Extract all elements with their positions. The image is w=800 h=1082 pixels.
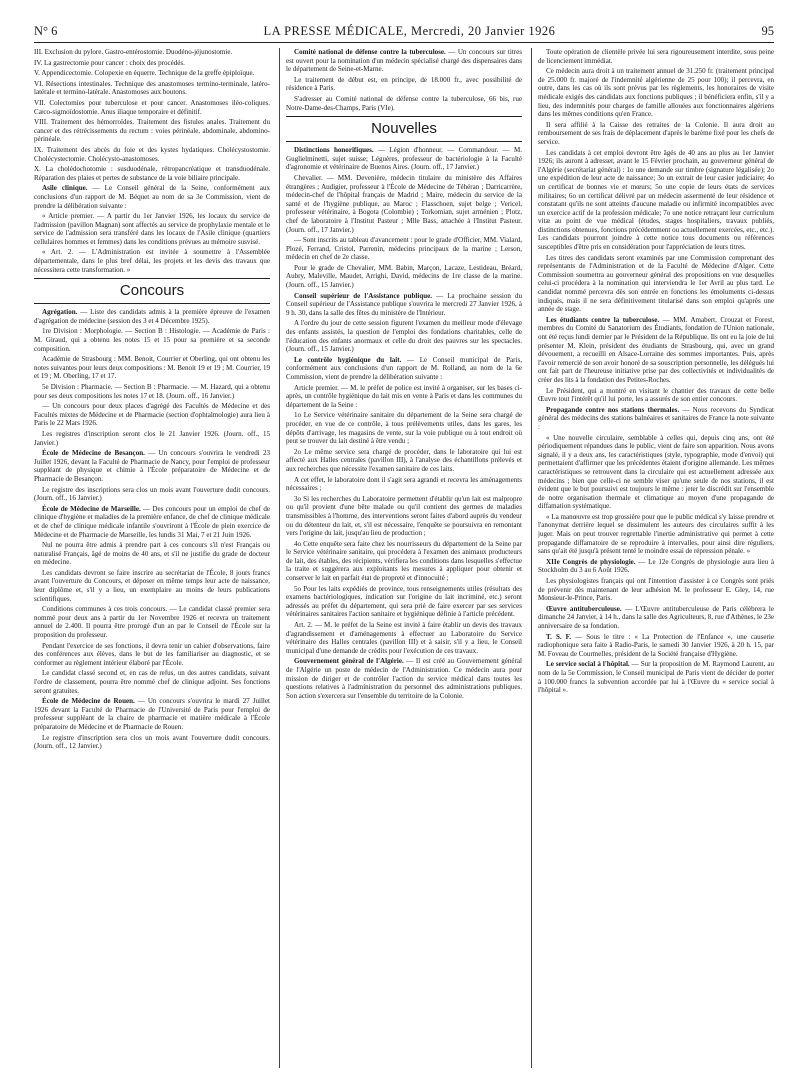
- article-text: — Nous recevons du Syndicat général des médecins des stations balnéaires et sanitaires de France la note suivante :: [538, 405, 774, 431]
- article-heading: Comité national de défense contre la tuberculose.: [294, 48, 446, 56]
- newspaper-page: [34, 24, 774, 1074]
- paragraph: 5o Pour les laits expédiés de province, tous renseignements utiles (résultats des examens bactériologiques, indication sur l'origine du lait incriminé, etc.) seront adressés au préfet du département, qui sera prié de faire exercer par ses services vétérinaires sanitaires l'action sanitaire et hygiénique définie à l'article précédent.: [286, 584, 522, 619]
- paragraph: 2o Le même service sera chargé de procéder, dans le laboratoire qui lui est affecté aux Halles centrales (pavillon III), à l'analyse des échantillons prélevés et aux recherches que nécessite l'examen sanitaire de ces laits.: [286, 447, 522, 473]
- article-text: — L'Œuvre antituberculeuse de Paris célèbrera le dimanche 24 Janvier, à 14 h., dans la salle des Agriculteurs, 8, rue d'Athènes, le 23e anniversaire de sa fondation.: [538, 604, 774, 630]
- article-besancon: [34, 449, 270, 483]
- section-title-concours: Concours: [34, 278, 270, 304]
- paragraph: 3o Si les recherches du Laboratoire permettent d'établir qu'un lait est malpropre ou qu'il provient d'une bête malade ou qu'il contient des germes de maladies transmissibles à l'homme, des interventions seront faites d'abord auprès du vendeur ou du détenteur du lait, et, s'il est nécessaire, l'enquête se poursuivra en remontant vers l'origine du lait, jusqu'au lieu de production ;: [286, 494, 522, 538]
- article-text: — Liste des candidats admis à la première épreuve de l'examen d'agrégation de médecine (session des 3 et 4 Décembre 1925).: [34, 308, 270, 325]
- article-heading: Agrégation.: [42, 308, 78, 317]
- paragraph: 5e Division : Pharmacie. — Section B : Pharmacie. — M. Hazard, qui a obtenu pour ses deux compositions les notes 17 et 18. (Journ. off., 16 Janvier.): [34, 383, 270, 400]
- paragraph: Toute opération de clientèle privée lui sera rigoureusement interdite, sous peine de licenciement immédiat.: [538, 48, 774, 65]
- article-text: — La prochaine session du Conseil supérieur de l'Assistance publique s'ouvrira le mercredi 27 Janvier 1926, à 9 h. 30, dans la salle des fêtes du ministère de l'Intérieur.: [286, 291, 522, 317]
- page-number: 95: [761, 24, 774, 38]
- list-item: X. La cholédochotomie : susduodénale, rétropancréatique et transduodénale. Réparation des plaies et pertes de substance de la voie biliaire principale.: [34, 165, 270, 182]
- column-1: [34, 48, 270, 1068]
- columns: [34, 48, 774, 1068]
- article-asile: [34, 184, 270, 210]
- article-agregation: [34, 308, 270, 325]
- article-text: — Un concours sur titres est ouvert pour la nomination d'un médecin spécialisé chargé des dispensaires dans le département de Seine-et-Marne.: [286, 48, 522, 74]
- article-text: — Le 12e Congrès de physiologie aura lieu à Stockholm du 3 au 6 Août 1926.: [538, 557, 774, 575]
- article-congres: [538, 558, 774, 575]
- article-text: — Le Conseil général de la Seine, conformément aux conclusions d'un rapport de M. Béquet au nom de sa 3e Commission, vient de prendre la délibération suivante :: [34, 184, 270, 210]
- article-text: — Légion d'honneur. — Commandeur. — M. Guglielminetti, sujet suisse; Léguères, professeur de bactériologie à la Faculté d'agronomie et vétérinaire de Buenos Aires. (Journ. off., 17 Janvier.): [286, 146, 522, 172]
- article-heading: Distinctions honorifiques.: [294, 146, 374, 155]
- paragraph: Les titres des candidats seront examinés par une Commission comprenant des représentants de l'Administration et de la Faculté de Médecine d'Alger. Cette Commission soumettra au gouverneur général des propositions en vue desquelles celui-ci procédera à la nomination qui interviendra le 1er Avril au plus tard. Le candidat nommé percevra dès son entrée en fonctions les émoluments ci-dessus indiqués, mais il ne sera définitivement titularisé dans son emploi qu'après une année de stage.: [538, 253, 774, 314]
- article-heading: Propagande contre nos stations thermales.: [546, 405, 680, 414]
- article-distinctions: [286, 146, 522, 172]
- list-item: V. Appendicectomie. Colopexie en équerre. Technique de la greffe épiploïque.: [34, 69, 255, 78]
- paragraph: « Art. 2. — L'Administration est invitée à soumettre à l'Assemblée départementale, dans le plus bref délai, les projets et les devis des travaux que nécessitera cette transformation. »: [34, 248, 270, 274]
- list-item: III. Exclusion du pylore. Gastro-entérostomie. Duodéno-jéjunostomie.: [34, 48, 233, 56]
- article-heading: Gouvernement général de l'Algérie.: [294, 657, 404, 666]
- article-rouen: [34, 697, 270, 731]
- article-heading: Les étudiants contre la tuberculose.: [546, 315, 660, 324]
- paragraph: Les registres d'inscription seront clos le 21 Janvier 1926. (Journ. off., 15 Janvier.): [34, 429, 270, 447]
- article-tsf: [538, 633, 774, 659]
- article-text: — Il est créé au Gouvernement général de l'Algérie un poste de médecin de l'Administration. Ce médecin aura pour mission de diriger et de contrôler l'action du service médical dans toutes les questions relatives à l'administration du personnel des administrations publiques. Son action s'exercera sur l'ensemble du territoire de la Colonie.: [286, 657, 522, 700]
- article-oeuvre: [538, 605, 774, 631]
- list-item: VII. Colectomies pour tuberculose et pour cancer. Anastomoses iléo-coliques. Cæco-sigmoïdostomie. Anus iliaque temporaire et définitif.: [34, 98, 270, 116]
- column-3: [538, 48, 774, 1068]
- article-heading: Œuvre antituberculeuse.: [546, 604, 622, 613]
- article-comite: [286, 48, 522, 74]
- article-propagande: [538, 406, 774, 432]
- article-algerie: [286, 657, 522, 700]
- issue-number: N° 6: [34, 24, 58, 38]
- section-title-nouvelles: Nouvelles: [286, 116, 522, 142]
- paragraph: Pour le grade de Chevalier, MM. Babin, Marçon, Lacaze, Lestideau, Bréard, Aubry, Maleville, Maudet, Arrighi, David, médecins de 1re classe de la marine. (Journ. off., 15 Janvier.): [286, 263, 522, 290]
- paragraph: — Sont inscrits au tableau d'avancement : pour le grade d'Officier, MM. Vialard, Plozé, Ferrand, Cristol, Parrenin, médecins principaux de la marine ; Lerson, médecin en chef de 2e classe.: [286, 236, 522, 262]
- article-text: — Un concours s'ouvrira le vendredi 23 Juillet 1926, devant la Faculté de Pharmacie de Nancy, pour l'emploi de professeur suppléant de physique et chimie à l'École préparatoire de Médecine et de Pharmacie de Besançon.: [34, 449, 270, 483]
- article-heading: École de Médecine de Besançon.: [42, 449, 145, 458]
- paragraph: Le registre d'inscription sera clos un mois avant l'ouverture dudit concours. (Journ. off., 12 Janvier.): [34, 733, 270, 751]
- article-assistance: [286, 292, 522, 318]
- article-service-social: [538, 660, 774, 694]
- paragraph: Les physiologistes français qui ont l'intention d'assister à ce Congrès sont priés de prévenir dès maintenant de leur adhésion M. le professeur E. Gley, 14, rue Monsieur-le-Prince, Paris.: [538, 577, 774, 603]
- paragraph: 1o Le Service vétérinaire sanitaire du département de la Seine sera chargé de procéder, en vue de ce contrôle, à tous prélèvements utiles, dans les gares, les dépôts d'arrivage, les magasins de vente, sur la voie publique ou à tout endroit où peut se trouver du lait destiné à être vendu ;: [286, 411, 522, 446]
- article-heading: Le contrôle hygiénique du lait.: [294, 355, 402, 364]
- article-heading: Conseil supérieur de l'Assistance publique.: [294, 291, 433, 300]
- paragraph: S'adresser au Comité national de défense contre la tuberculose, 66 bis, rue Notre-Dame-des-Champs, Paris (VIe).: [286, 94, 522, 112]
- paragraph: Nul ne pourra être admis à prendre part à ces concours s'il n'est Français ou naturalisé Français, âgé de moins de 40 ans, et s'il ne justifie du grade de docteur en médecine.: [34, 541, 270, 567]
- paragraph: « Une nouvelle circulaire, semblable à celles qui, depuis cinq ans, ont été périodiquement répandues dans le public, vient de faire son apparition. Nous avons signalé, il y a deux ans, les caractéristiques (style, typographie, mode d'envoi) qui permettaient d'affirmer que les précédentes étaient d'origine allemande. Les mêmes caractéristiques se retrouvent dans la circulaire qui est actuellement adressée aux médecins ; bien que celle-ci ne semble viser qu'une seule de nos stations, il est évident que le but poursuivi est toujours le même : jeter le discrédit sur l'ensemble de notre organisation thermale et climatique au moyen d'une propagande de diffamation systématique.: [538, 433, 774, 511]
- article-marseille: [34, 505, 270, 539]
- list-item: IX. Traitement des abcès du foie et des kystes hydatiques. Cholécystostomie. Cholécystectomie. Cholécysto-anastomoses.: [34, 145, 270, 163]
- list-item: VIII. Traitement des hémorroïdes. Traitement des fistules anales. Traitement du cancer et des rétrécissements du rectum : voies périnéale, abdominale, abdomino-périnéale.: [34, 118, 270, 144]
- article-text: — Un concours s'ouvrira le mardi 27 Juillet 1926 devant la Faculté de Pharmacie de l'Université de Paris pour l'emploi de professeur suppléant de la chaire de pharmacie et matière médicale à l'École préparatoire de Médecine et de Pharmacie de Rouen.: [34, 697, 270, 731]
- paragraph: « Article premier. — A partir du 1er Janvier 1926, les locaux du service de l'admission (pavillon Magnan) sont affectés au service de prophylaxie mentale et le service de l'admission sera transféré dans les locaux de l'Asile clinique (quartiers cellulaires hommes et femmes) dans les conditions prévues au mémoire susvisé.: [34, 212, 270, 246]
- column-rule: [531, 48, 532, 1068]
- publication-title: LA PRESSE MÉDICALE, Mercredi, 20 Janvier 1926: [263, 24, 556, 38]
- paragraph: Les candidats à cet emploi devront être âgés de 40 ans au plus au 1er Janvier 1926; ils auront à adresser, avant le 15 Février prochain, au gouverneur général de l'Algérie (secrétariat général) : 1o une demande sur timbre (signature légalisée); 2o une expédition de leur acte de naissance; 3o un extrait de leur casier judiciaire; 4o un certificat de bonnes vie et mœurs; 5o une copie de leurs états de services militaires; 6o un certificat délivré par un médecin assermenté de leur résidence et constatant qu'ils ne sont atteints d'aucune maladie ou infirmité incompatibles avec un exercice actif de la profession médicale; 7o une notice retraçant leur curriculum vitæ au point de vue médical (études, stages hospitaliers, travaux publiés, distinctions obtenues, fonctions précédemment ou actuellement exercées, etc., etc.). Les candidats pourront joindre à cette notice tous documents ou références susceptibles d'être pris en considération pour l'appréciation de leurs titres.: [538, 148, 774, 252]
- paragraph: Art. 2. — M. le préfet de la Seine est invité à faire établir un devis des travaux d'agrandissement et d'aménagements à effectuer au Laboratoire du Service vétérinaire des Halles centrales (pavillon III) et à saisir, s'il y a lieu, le Conseil municipal d'une demande de crédits pour l'exécution de ces travaux.: [286, 621, 522, 655]
- paragraph: Le Président, qui a montré en visitant le chantier des travaux de cette belle Œuvre tout l'intérêt qu'il lui porte, les a assurés de son entier concours.: [538, 386, 774, 404]
- article-text: — Le Conseil municipal de Paris, conformément aux conclusions d'un rapport de M. Rolland, au nom de la 6e Commission, vient de prendre la délibération suivante :: [286, 355, 522, 381]
- article-heading: École de Médecine de Rouen.: [42, 697, 135, 706]
- paragraph: Le registre des inscriptions sera clos un mois avant l'ouverture dudit concours. (Journ. off., 16 Janvier.): [34, 485, 270, 503]
- paragraph: Pendant l'exercice de ses fonctions, il devra tenir un cahier d'observations, faire des conférences aux élèves, dans le but de les familiariser au diagnostic, et se conformer au règlement intérieur élaboré par l'École.: [34, 641, 270, 667]
- paragraph: 1re Division : Morphologie. — Section B : Histologie. — Académie de Paris : M. Giraud, qui a obtenu les notes 15 et 15 pour sa première et sa seconde composition.: [34, 327, 270, 353]
- article-heading: Asile clinique.: [42, 184, 88, 193]
- column-rule: [279, 48, 280, 1068]
- paragraph: Il sera affilié à la Caisse des retraites de la Colonie. Il aura droit au remboursement de ses frais de déplacement d'après le barème fixé pour les chefs de service.: [538, 120, 774, 146]
- article-text: — Sous le titre : « La Protection de l'Enfance », une causerie radiophonique sera faite à Radio-Paris, le samedi 30 Janvier 1926, à 20 h. 15, par M. Foveau de Courmelles, président de la Société française d'Hygiène.: [538, 632, 774, 658]
- column-2: [286, 48, 522, 1068]
- paragraph: « La manœuvre est trop grossière pour que le public médical s'y laisse prendre et l'anonymat derrière lequel se dissimulent les auteurs des circulaires suffit à les juger. Mais on peut trouver regrettable l'inertie administrative qui permet à cette propagande diffamatoire de se reproduire à intervalles, pour ainsi dire réguliers, sans qu'ait été jusqu'à présent tenté le moindre essai de répression pénale. »: [538, 512, 774, 556]
- article-text: — MM. Amabert, Crouzat et Forest, membres du Comité du Sanatorium des Étudiants, fondation de l'Union nationale, ont été reçus lundi dernier par le Président de la République. Ils ont eu la joie de lui présenter M. Klein, président des étudiants de Strasbourg, qui, avec un grand dévouement, a recueilli en Alsace-Lorraine des sommes importantes. Puis, après l'avoir remercié de son avoir honoré de sa souscription personnelle, les délégués lui ont fait part de l'heureuse initiative prise par des collectivités et individualités de créer des lits à la fondation des Petites-Roches.: [538, 315, 774, 384]
- paragraph: Chevalier. — MM. Devenière, médecin titulaire du ministère des Affaires étrangères ; Audigier, professeur à l'École de Médecine de Téhéran ; Darricarrère, médecin-chef de l'hôpital français de Madrid ; Maire, médecin du service de la santé et de l'hygiène publique, au Maroc ; Flasschoen, sujet belge ; Vericel, professeur vétérinaire, à Bogota (Colombie) ; Torkomian, sujet arménien ; Plotz, chef de laboratoire à l'Institut Pasteur ; Mlle Bass, attachée à l'Institut Pasteur. (Journ. off., 17 Janvier.): [286, 173, 522, 234]
- article-heading: T. S. F.: [546, 632, 572, 641]
- page-header: [34, 24, 774, 43]
- article-text: — Des concours pour un emploi de chef de clinique d'hygiène et maladies de la première enfance, de chef de clinique médicale et de chef de clinique médicale infantile s'ouvriront à l'École de plein exercice de Médecine et de Pharmacie de Marseille, les lundis 31 Mai, 7 et 21 Juin 1926.: [34, 504, 270, 539]
- paragraph: A cet effet, le laboratoire dont il s'agit sera agrandi et recevra les aménagements nécessaires ;: [286, 475, 522, 493]
- paragraph: Le candidat classé second et, en cas de refus, un des autres candidats, suivant l'ordre de classement, pourra être nommé chef de clinique adjoint. Ses fonctions seront gratuites.: [34, 669, 270, 695]
- paragraph: Conditions communes à ces trois concours. — Le candidat classé premier sera nommé pour deux ans à partir du 1er Novembre 1926 et recevra un traitement annuel de 2.400. Il pourra être prorogé d'un an par le Conseil de l'École sur la proposition du professeur.: [34, 605, 270, 640]
- article-text: — Sur la proposition de M. Raymond Laurent, au nom de la 5e Commission, le Conseil municipal de Paris vient de décider de porter à 100.000 francs la subvention accordée par lui à l'Œuvre du « service social à l'hôpital ».: [538, 660, 774, 695]
- paragraph: Ce médecin aura droit à un traitement annuel de 31.250 fr. (traitement principal de 25.000 fr. majoré de l'indemnité algérienne de 25 pour 100); il percevra, en outre, dans les cas où ils sont prévus par les règlements, les honoraires de visite médicale exigés des candidats aux fonctions publiques ; il bénéficiera enfin, s'il y a lieu, des indemnités pour charges de famille allouées aux fonctionnaires algériens dans les mêmes conditions qu'en France.: [538, 67, 774, 119]
- paragraph: Les candidats devront se faire inscrire au secrétariat de l'École, 8 jours francs avant l'ouverture du Concours, et déposer en même temps leur acte de naissance, leur diplôme et, s'il y a lieu, un exemplaire au moins de leurs publications scientifiques.: [34, 568, 270, 603]
- paragraph: A l'ordre du jour de cette session figurent l'examen du meilleur mode d'élevage des enfants assistés, la question de l'emploi des fondations charitables, celle de l'éducation des enfants anormaux et celle du droit des pauvres sur les spectacles. (Journ. off., 15 Janvier.): [286, 319, 522, 354]
- article-lait: [286, 356, 522, 382]
- article-heading: XIIe Congrès de physiologie.: [546, 557, 636, 566]
- paragraph: Article premier. — M. le préfet de police est invité à organiser, sur les bases ci-après, un contrôle hygiénique du lait mis en vente à Paris et dans les communes du département de la Seine :: [286, 383, 522, 409]
- article-heading: École de Médecine de Marseille.: [42, 504, 141, 513]
- article-heading: Le service social à l'hôpital.: [546, 660, 630, 669]
- paragraph: Le traitement de début est, en principe, de 18.000 fr., avec possibilité de résidence à Paris.: [286, 75, 522, 93]
- list-item: IV. La gastrectomie pour cancer : choix des procédés.: [34, 58, 185, 67]
- article-etudiants: [538, 316, 774, 385]
- paragraph: Académie de Strasbourg : MM. Benoit, Courrier et Oberling, qui ont obtenu les notes suivantes pour leurs deux compositions : M. Benoit 19 et 19 ; M. Courrier, 19 et 19 ; M. Oberling, 17 et 17.: [34, 355, 270, 381]
- paragraph: — Un concours pour deux places d'agrégé des Facultés de Médecine et des Facultés mixtes de Médecine et de Pharmacie (section d'ophtalmologie) aura lieu à Paris le 22 Mars 1926.: [34, 402, 270, 428]
- list-item: VI. Résections intestinales. Technique des anastomoses termino-terminale, latéro-latérale et termino-latérale. Anastomoses aux boutons.: [34, 79, 270, 97]
- paragraph: 4o Cette enquête sera faite chez les nourrisseurs du département de la Seine par le Service vétérinaire sanitaire, qui procédera à l'examen des animaux producteurs de lait, des étables, des récipients, vérifiera les conditions dans lesquelles s'effectue la traite et suggérera aux exploitants les mesures à appliquer pour obtenir et conserver le lait en parfait état de propreté et d'innocuité ;: [286, 539, 522, 583]
